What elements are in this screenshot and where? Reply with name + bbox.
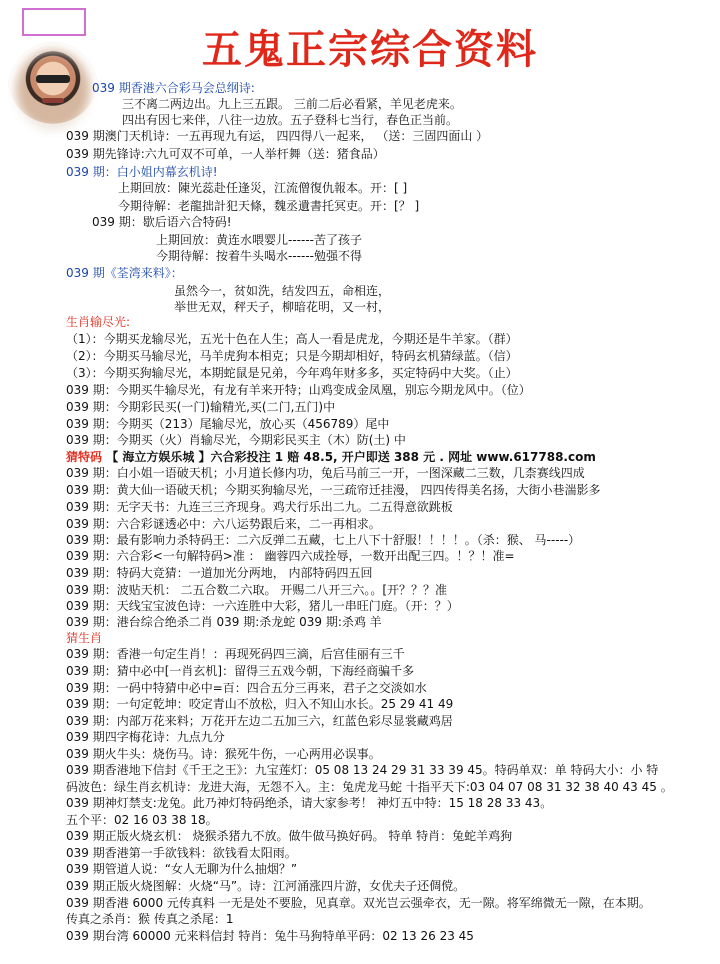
text-line: 039 期：今期买牛输尽光，有龙有羊来开特；山鸡变成金凤凰，别忘今期龙风中。（位）	[66, 383, 531, 397]
text-line: 猜生肖	[66, 631, 103, 645]
text-line: 上期回放：黄连水喂婴儿------苦了孩子	[156, 233, 362, 247]
text-line: 039 期：一码中特猜中必中=百：四合五分三再来，君子之交淡如水	[66, 681, 427, 695]
text-line: 039 期香港 6000 元传真料 一无是处不要脸，见真章。双光岂云强牵衣，无一隙。将军绵微无一隙，在本期。	[66, 896, 651, 910]
text-line: 039 期：波贴天机： 二五合数二六取。 开赐二八开三六。。[开？？？准	[66, 583, 448, 597]
text-line: （1）：今期买龙输尽光，五光十色在人生；高人一看是虎龙，今期还是牛羊家。（群）	[66, 332, 518, 346]
text-line: 039 期正版火烧玄机： 烧猴杀猪九不放。做牛做马换好码。 特单 特肖：兔蛇羊鸡狗	[66, 829, 513, 843]
text-line: 039 期：六合彩<一句解特码>准 ： 幽蓉四六成拴辱，一数开出配三四。！？！准=	[66, 549, 515, 563]
text-line: 039 期：天线宝宝波色诗：一六连胜中大彩，猪儿一串旺门庭。（开：？）	[66, 599, 459, 613]
text-line: 039 期：白小姐内幕玄机诗!	[66, 165, 218, 179]
text-line: 039 期香港第一手欲钱料：欲钱看太阳雨。	[66, 846, 297, 860]
text-line: （2）：今期买马输尽光，马羊虎狗本相克；只是今期却相好，特码玄机猜绿蓝。（信）	[66, 349, 518, 363]
text-line: 039 期：香港一句定生肖！：再现死码四三滴，后宫佳丽有三千	[66, 647, 405, 661]
text-line: 五个平：02 16 03 38 18。	[66, 813, 218, 827]
text-line: 039 期四字梅花诗：九点九分	[66, 730, 225, 744]
text-line: 039 期《荃湾来料》：	[66, 266, 183, 280]
text-line: 039 期：今期买（213）尾输尽光，放心买（456789）尾中	[66, 417, 390, 431]
text-line: 039 期先锋诗:六九可双不可单，一人举杆舞（送：猪食品）	[66, 147, 385, 161]
text-line: 039 期火牛头：烧伤马。诗：猴死牛伤，一心两用必误事。	[66, 747, 381, 761]
text-line: （3）：今期买狗输尽光，本期蛇鼠是兄弟，今年鸡年财多多，买定特码中大奖。（止）	[66, 366, 518, 380]
text-line: 码波色：绿生肖玄机诗：龙进大海，无怨不入。主：兔虎龙马蛇 十指平天下:03 04 07 08 31 32 38 40 43 45 。	[66, 780, 673, 794]
text-line: 传真之杀肖：猴 传真之杀尾：1	[66, 912, 234, 926]
text-line: 039 期澳门天机诗：一五再现九有运， 四四得八一起来， （送：三固四面山 ）	[66, 129, 489, 143]
text-line: 039 期：今期买（火）肖输尽光，今期彩民买主（木）防(土) 中	[66, 433, 406, 447]
text-line: 039 期正版火烧图解：火烧“马”。诗：江河涌涨四片游，女优夫子还倜傥。	[66, 879, 466, 893]
text-line: 039 期管道人说：“女人无聊为什么抽烟？”	[66, 862, 298, 876]
text-line: 039 期台湾 60000 元来料信封 特肖：兔牛马狗特单平码：02 13 26 23 45	[66, 929, 474, 943]
text-line: 039 期：内部万花来料；万花开左边二五加三六，红蓝色彩尽显裳藏鸡居	[66, 714, 453, 728]
text-line: 039 期：无字天书：九连三三齐现身。鸡犬行乐出二九。二五得意欲跳板	[66, 500, 453, 514]
text-line: 三不离二两边出。九上三五跟。 三前二后必看紧，羊见老虎来。	[122, 97, 462, 111]
text-line: 039 期神灯禁支:龙兔。此乃神灯特码绝杀，请大家参考！ 神灯五中特：15 18 28 33 43。	[66, 796, 553, 810]
text-line: 039 期：今期彩民买(一门)输精光,买(二门,五门)中	[66, 400, 336, 414]
text-line: 虽然今一，贫如洗，结发四五，命相连，	[174, 284, 391, 298]
text-line: 四出有因七来伴，八往一边放。五子登科七当行，春色正当前。	[122, 113, 459, 127]
text-line: 039 期：歇后语六合特码!	[92, 215, 232, 229]
text-line: 039 期香港六合彩马会总纲诗:	[92, 81, 255, 95]
text-line: 039 期：最有影响力杀特码王：二六反弹二五藏，七上八下十舒服！！！！。（杀：猴、 马-----）	[66, 533, 581, 547]
ad-text: 【 海立方娱乐城 】六合彩投注 1 赔 48.5, 开户即送 388 元 . 网址 www.617788.com	[102, 450, 596, 464]
text-line: 039 期香港地下信封《千王之王》：九宝莲灯：05 08 13 24 29 31 33 39 45。特码单双：单 特码大小：小 特	[66, 763, 659, 777]
text-line: 上期回放：陳光蕊赴任逢災，江流僧復仇報本。开：[ ]	[118, 181, 408, 195]
text-line: 039 期：一句定乾坤：咬定青山不放松，归入不知山水长。25 29 41 49	[66, 697, 454, 711]
text-line: 举世无双，秤天子，柳暗花明，又一村，	[174, 300, 391, 314]
text-line: 039 期：港台综合绝杀二肖 039 期:杀龙蛇 039 期:杀鸡 羊	[66, 615, 382, 629]
text-line: 生肖输尽光:	[66, 315, 131, 329]
section-label: 猜特码	[66, 450, 103, 464]
text-line: 039 期：白小姐一语破天机；小月道长修内功，兔后马前三一开，一图深藏二三数，几柰赛线四成	[66, 466, 585, 480]
text-line: 今期待解：老龍拙計犯天條，魏丞遺書托冥吏。开：[？ ]	[118, 199, 420, 213]
text-line: 039 期：六合彩谜透必中：六八运势跟后来，二一再相求。	[66, 517, 381, 531]
text-line: 今期待解：按着牛头喝水------勉强不得	[156, 249, 362, 263]
text-line	[66, 449, 596, 465]
text-line: 039 期：黄大仙一语破天机；今期买狗输尽光，一三疏帘迁挂漫， 四四传得美名扬，大街小巷湍影多	[66, 483, 601, 497]
text-line: 039 期：猜中必中[一肖玄机]：留得三五戏今朝，下海经商骗千多	[66, 664, 415, 678]
text-line: 039 期：特码大竞猜：一道加光分两地， 内部特码四五回	[66, 566, 373, 580]
page-title: 五鬼正宗综合资料	[202, 26, 538, 73]
